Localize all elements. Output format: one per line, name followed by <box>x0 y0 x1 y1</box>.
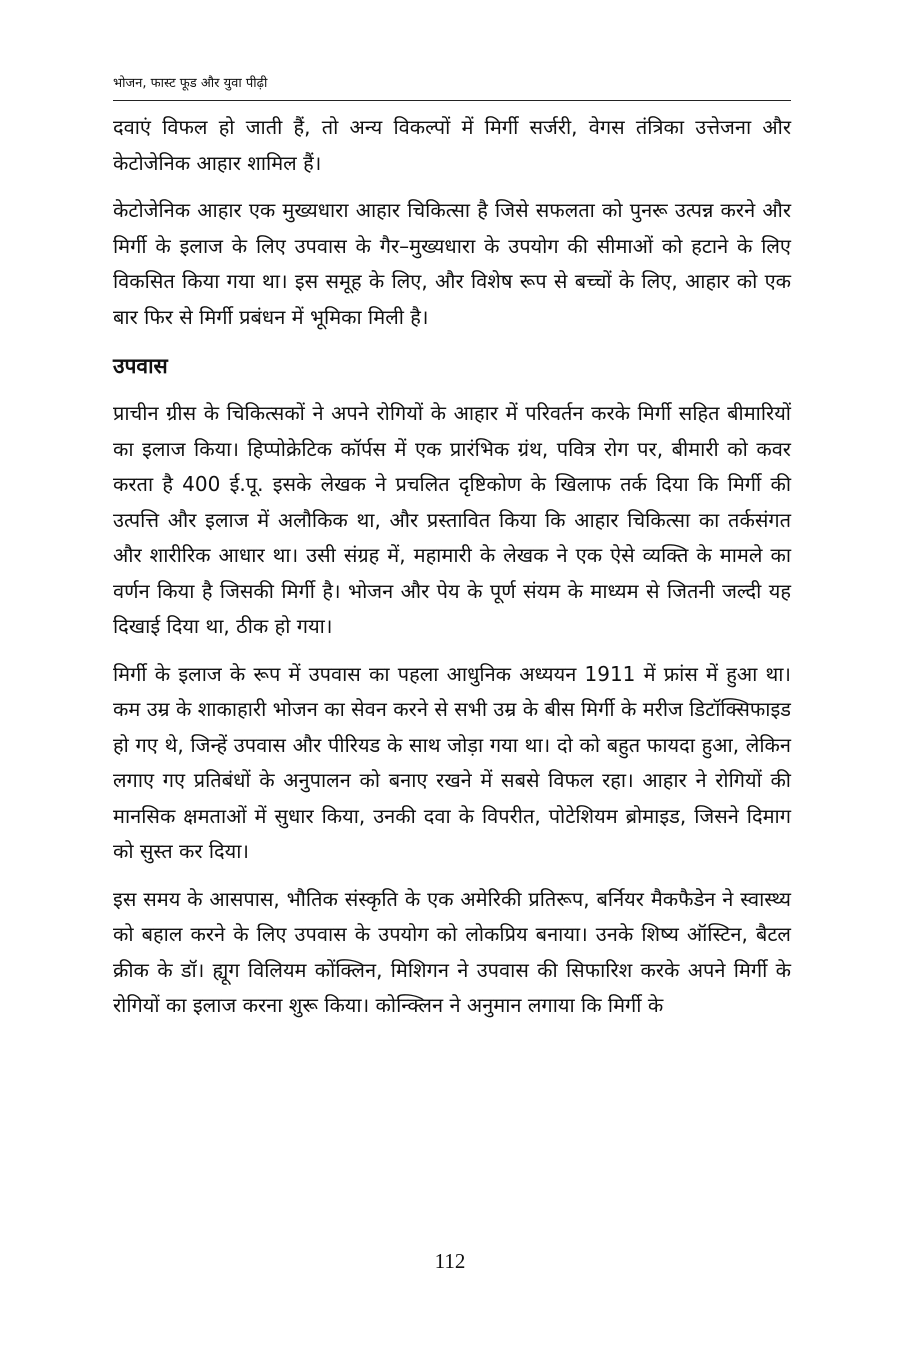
paragraph-1: दवाएं विफल हो जाती हैं, तो अन्य विकल्पों में मिर्गी सर्जरी, वेगस तंत्रिका उत्तेजना और केटोजेनिक आहार शामिल हैं। <box>113 115 791 175</box>
page-number: 112 <box>434 1249 466 1273</box>
paragraph-3: प्राचीन ग्रीस के चिकित्सकों ने अपने रोगियों के आहार में परिवर्तन करके मिर्गी सहित बीमारियों का इलाज किया। हिप्पोक्रेटिक कॉर्पस में एक प्रारंभिक ग्रंथ, पवित्र रोग पर, बीमारी को कवर करता है 400 ई.पू. इसके लेखक ने प्रचलित दृष्टिकोण के खिलाफ तर्क दिया कि मिर्गी की उत्पत्ति और इलाज में अलौकिक था, और प्रस्तावित किया कि आहार चिकित्सा का तर्कसंगत और शारीरिक आधार था। उसी संग्रह में, महामारी के लेखक ने एक ऐसे व्यक्ति के मामले का वर्णन किया है जिसकी मिर्गी है। भोजन और पेय के पूर्ण संयम के माध्यम से जितनी जल्दी यह दिखाई दिया था, ठीक हो गया। <box>113 401 791 638</box>
paragraph-4: मिर्गी के इलाज के रूप में उपवास का पहला आधुनिक अध्ययन 1911 में फ्रांस में हुआ था। कम उम्र के शाकाहारी भोजन का सेवन करने से सभी उम्र के बीस मिर्गी के मरीज डिटॉक्सिफाइड हो गए थे, जिन्हें उपवास और पीरियड के साथ जोड़ा गया था। दो को बहुत फायदा हुआ, लेकिन लगाए गए प्रतिबंधों के अनुपालन को बनाए रखने में सबसे विफल रहा। आहार ने रोगियों की मानसिक क्षमताओं में सुधार किया, उनकी दवा के विपरीत, पोटेशियम ब्रोमाइड, जिसने दिमाग को सुस्त कर दिया। <box>113 661 791 863</box>
running-header: भोजन, फास्ट फूड और युवा पीढ़ी <box>113 76 268 91</box>
body-text <box>113 110 791 1036</box>
section-heading: उपवास <box>113 354 168 378</box>
paragraph-5: इस समय के आसपास, भौतिक संस्कृति के एक अमेरिकी प्रतिरूप, बर्नियर मैकफैडेन ने स्वास्थ्य को बहाल करने के लिए उपवास के उपयोग को लोकप्रिय बनाया। उनके शिष्य ऑस्टिन, बैटल क्रीक के डॉ। ह्यूग विलियम कोंक्लिन, मिशिगन ने उपवास की सिफारिश करके अपने मिर्गी के रोगियों का इलाज करना शुरू किया। कोन्क्लिन ने अनुमान लगाया कि मिर्गी के <box>113 886 791 1017</box>
paragraph-2: केटोजेनिक आहार एक मुख्यधारा आहार चिकित्सा है जिसे सफलता को पुनरू उत्पन्न करने और मिर्गी के इलाज के लिए उपवास के गैर–मुख्यधारा के उपयोग की सीमाओं को हटाने के लिए विकसित किया गया था। इस समूह के लिए, और विशेष रूप से बच्चों के लिए, आहार को एक बार फिर से मिर्गी प्रबंधन में भूमिका मिली है। <box>113 198 791 329</box>
header-divider <box>113 100 791 101</box>
